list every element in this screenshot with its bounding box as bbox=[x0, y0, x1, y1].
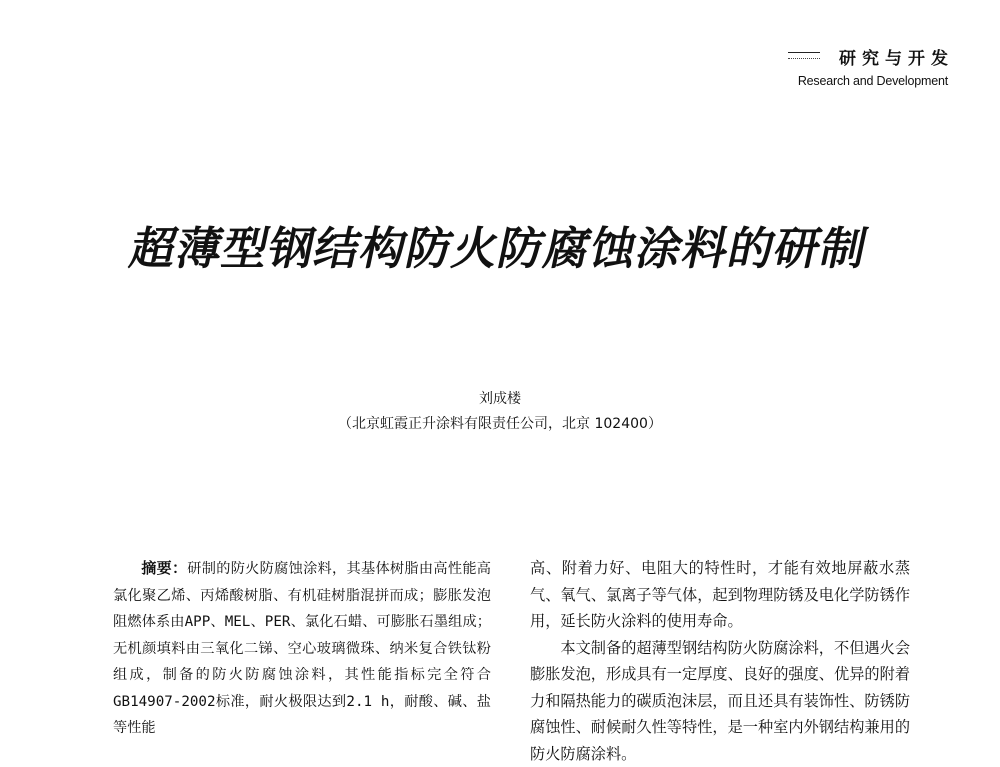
section-title-en: Research and Development bbox=[798, 74, 948, 88]
header-rule bbox=[788, 52, 820, 53]
abstract-label: 摘要： bbox=[141, 559, 187, 577]
paper-title: 超薄型钢结构防火防腐蚀涂料的研制 bbox=[0, 212, 1000, 277]
header-dotted-rule bbox=[788, 58, 820, 59]
author-affiliation: （北京虹霞正升涂料有限责任公司，北京 102400） bbox=[0, 413, 1000, 433]
body-paragraph-2: 本文制备的超薄型钢结构防火防腐涂料，不但遇火会膨胀发泡，形成具有一定厚度、良好的强度、优异的附着力和隔热能力的碳质泡沫层，而且还具有装饰性、防锈防腐蚀性、耐候耐久性等特性，是一种室内外钢结构兼用的防火防腐涂料。 bbox=[530, 635, 910, 767]
author-name: 刘成楼 bbox=[0, 388, 1000, 408]
abstract-text: 研制的防火防腐蚀涂料，其基体树脂由高性能高氯化聚乙烯、丙烯酸树脂、有机硅树脂混拼而成；膨胀发泡阻燃体系由APP、MEL、PER、氯化石蜡、可膨胀石墨组成；无机颜填料由三氧化二锑、空心玻璃微珠、纳米复合铁钛粉组成，制备的防火防腐蚀涂料，其性能指标完全符合GB14907-2002标准，耐火极限达到2.1 h，耐酸、碱、盐等性能 bbox=[113, 561, 491, 736]
section-title-cn: 研究与开发 bbox=[798, 44, 954, 69]
section-header bbox=[798, 44, 948, 88]
abstract-paragraph bbox=[113, 555, 491, 742]
abstract-column bbox=[113, 555, 491, 742]
body-paragraph-1: 高、附着力好、电阻大的特性时，才能有效地屏蔽水蒸气、氧气、氯离子等气体，起到物理防锈及电化学防锈作用，延长防火涂料的使用寿命。 bbox=[530, 555, 910, 635]
body-column bbox=[530, 555, 910, 767]
